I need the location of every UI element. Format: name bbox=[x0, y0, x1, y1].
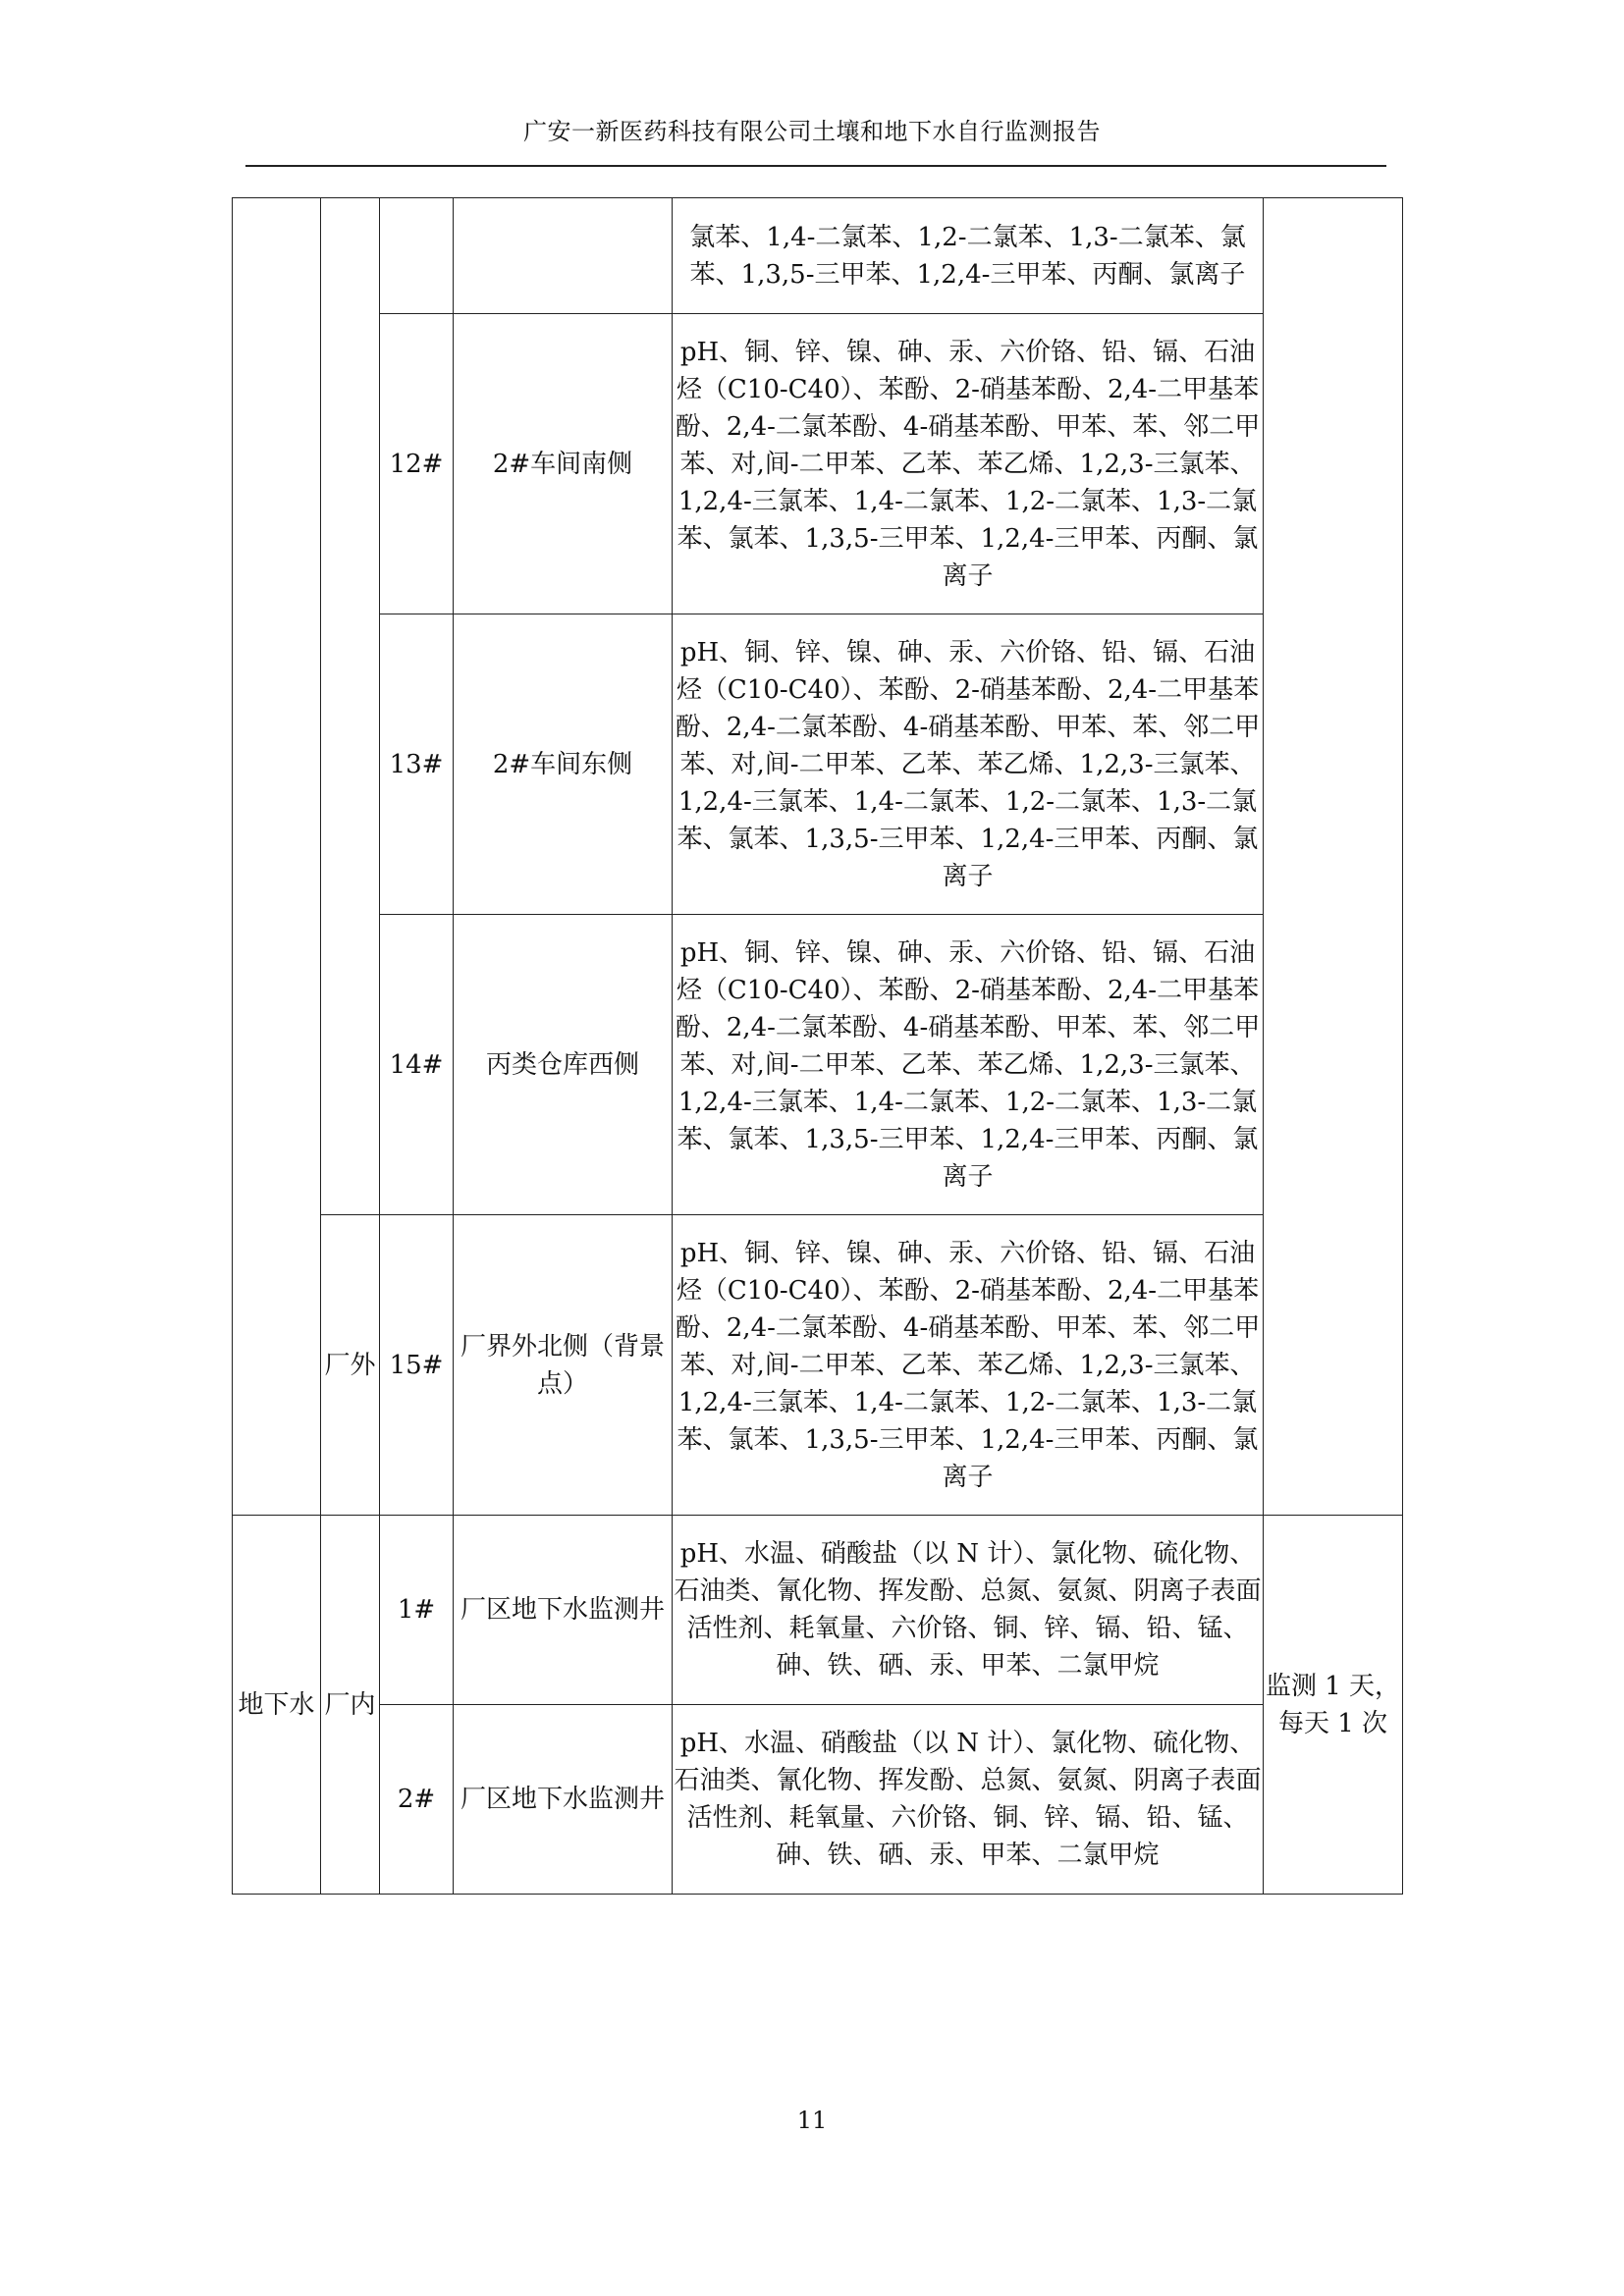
point-no-cell: 2# bbox=[380, 1705, 454, 1895]
items-cell: pH、水温、硝酸盐（以 N 计）、氯化物、硫化物、石油类、氰化物、挥发酚、总氮、氨氮、阴离子表面活性剂、耗氧量、六价铬、铜、锌、镉、铅、锰、砷、铁、硒、汞、甲苯、二氯甲烷 bbox=[673, 1516, 1264, 1705]
location-cell: 厂界外北侧（背景点） bbox=[454, 1215, 673, 1516]
items-cell: pH、铜、锌、镍、砷、汞、六价铬、铅、镉、石油烃（C10-C40）、苯酚、2-硝基苯酚、2,4-二甲基苯酚、2,4-二氯苯酚、4-硝基苯酚、甲苯、苯、邻二甲苯、对,间-二甲苯、乙苯、苯乙烯、1,2,3-三氯苯、1,2,4-三氯苯、1,4-二氯苯、1,2-二氯苯、1,3-二氯苯、氯苯、1,3,5-三甲苯、1,2,4-三甲苯、丙酮、氯离子 bbox=[673, 614, 1264, 915]
location-cell: 2#车间南侧 bbox=[454, 314, 673, 614]
items-cell: pH、水温、硝酸盐（以 N 计）、氯化物、硫化物、石油类、氰化物、挥发酚、总氮、氨氮、阴离子表面活性剂、耗氧量、六价铬、铜、锌、镉、铅、锰、砷、铁、硒、汞、甲苯、二氯甲烷 bbox=[673, 1705, 1264, 1895]
items-cell: pH、铜、锌、镍、砷、汞、六价铬、铅、镉、石油烃（C10-C40）、苯酚、2-硝基苯酚、2,4-二甲基苯酚、2,4-二氯苯酚、4-硝基苯酚、甲苯、苯、邻二甲苯、对,间-二甲苯、乙苯、苯乙烯、1,2,3-三氯苯、1,2,4-三氯苯、1,4-二氯苯、1,2-二氯苯、1,3-二氯苯、氯苯、1,3,5-三甲苯、1,2,4-三甲苯、丙酮、氯离子 bbox=[673, 1215, 1264, 1516]
page-number: 11 bbox=[796, 2107, 828, 2134]
area-cell-inside: 厂内 bbox=[321, 1516, 380, 1895]
table-row bbox=[233, 314, 1403, 614]
items-cell: pH、铜、锌、镍、砷、汞、六价铬、铅、镉、石油烃（C10-C40）、苯酚、2-硝基苯酚、2,4-二甲基苯酚、2,4-二氯苯酚、4-硝基苯酚、甲苯、苯、邻二甲苯、对,间-二甲苯、乙苯、苯乙烯、1,2,3-三氯苯、1,2,4-三氯苯、1,4-二氯苯、1,2-二氯苯、1,3-二氯苯、氯苯、1,3,5-三甲苯、1,2,4-三甲苯、丙酮、氯离子 bbox=[673, 314, 1264, 614]
table-row bbox=[233, 198, 1403, 314]
medium-cell-soil bbox=[233, 198, 321, 1516]
table-row bbox=[233, 1516, 1403, 1705]
point-no-cell: 12# bbox=[380, 314, 454, 614]
items-cell: 氯苯、1,4-二氯苯、1,2-二氯苯、1,3-二氯苯、氯苯、1,3,5-三甲苯、1,2,4-三甲苯、丙酮、氯离子 bbox=[673, 198, 1264, 314]
frequency-cell: 监测 1 天，每天 1 次 bbox=[1264, 1516, 1403, 1895]
point-no-cell: 14# bbox=[380, 915, 454, 1215]
point-no-cell: 15# bbox=[380, 1215, 454, 1516]
area-cell-soil-inside bbox=[321, 198, 380, 1215]
location-cell: 厂区地下水监测井 bbox=[454, 1516, 673, 1705]
location-cell: 厂区地下水监测井 bbox=[454, 1705, 673, 1895]
point-no-cell: 1# bbox=[380, 1516, 454, 1705]
location-cell: 2#车间东侧 bbox=[454, 614, 673, 915]
point-no-cell bbox=[380, 198, 454, 314]
items-cell: pH、铜、锌、镍、砷、汞、六价铬、铅、镉、石油烃（C10-C40）、苯酚、2-硝基苯酚、2,4-二甲基苯酚、2,4-二氯苯酚、4-硝基苯酚、甲苯、苯、邻二甲苯、对,间-二甲苯、乙苯、苯乙烯、1,2,3-三氯苯、1,2,4-三氯苯、1,4-二氯苯、1,2-二氯苯、1,3-二氯苯、氯苯、1,3,5-三甲苯、1,2,4-三甲苯、丙酮、氯离子 bbox=[673, 915, 1264, 1215]
point-no-cell: 13# bbox=[380, 614, 454, 915]
table-row bbox=[233, 614, 1403, 915]
monitoring-table bbox=[232, 197, 1403, 1895]
location-cell bbox=[454, 198, 673, 314]
table-row bbox=[233, 1215, 1403, 1516]
table-row bbox=[233, 915, 1403, 1215]
location-cell: 丙类仓库西侧 bbox=[454, 915, 673, 1215]
table-row bbox=[233, 1705, 1403, 1895]
page-header-title: 广安一新医药科技有限公司土壤和地下水自行监测报告 bbox=[523, 118, 1101, 145]
header-divider bbox=[245, 165, 1386, 167]
area-cell-outside: 厂外 bbox=[321, 1215, 380, 1516]
frequency-cell-soil bbox=[1264, 198, 1403, 1516]
medium-cell-groundwater: 地下水 bbox=[233, 1516, 321, 1895]
